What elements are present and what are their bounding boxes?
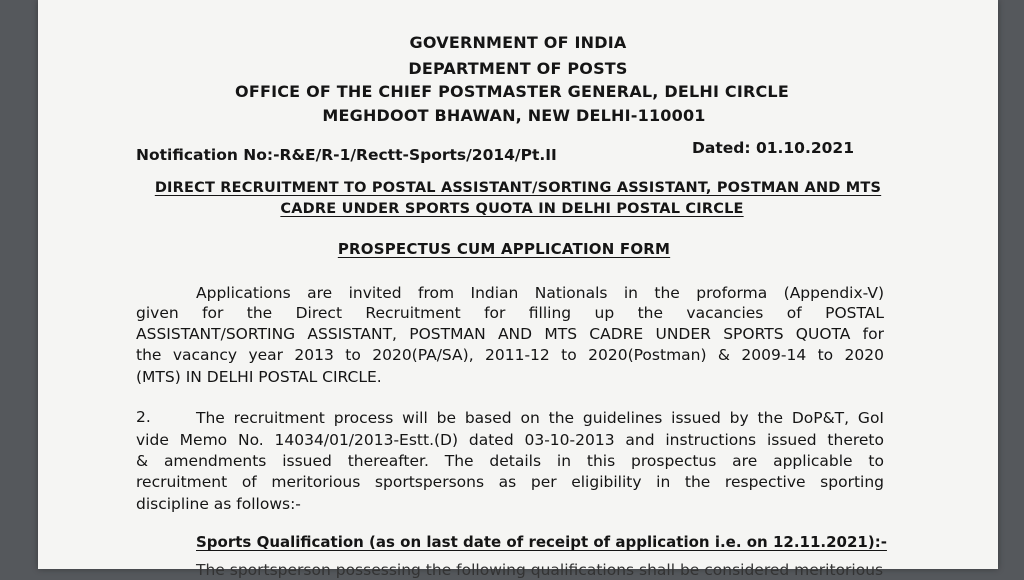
paragraph-2-line: discipline as follows:- — [136, 495, 301, 513]
subject-line-1: DIRECT RECRUITMENT TO POSTAL ASSISTANT/SORTING ASSISTANT, POSTMAN AND MTS — [154, 180, 882, 196]
paragraph-2-number: 2. — [136, 408, 151, 426]
paragraph-1-line: the vacancy year 2013 to 2020(PA/SA), 2011-12 to 2020(Postman) & 2009-14 to 2020 — [136, 346, 884, 364]
paragraph-2-line: The recruitment process will be based on the guidelines issued by the DoP&T, GoI — [196, 409, 884, 427]
notification-date: Dated: 01.10.2021 — [692, 139, 854, 157]
paragraph-2-line: vide Memo No. 14034/01/2013-Estt.(D) dated 03-10-2013 and instructions issued thereto — [136, 431, 884, 449]
header-line-department: DEPARTMENT OF POSTS — [408, 59, 628, 78]
paragraph-1-line: Applications are invited from Indian Nationals in the proforma (Appendix-V) — [196, 284, 884, 302]
paragraph-1-line: ASSISTANT/SORTING ASSISTANT, POSTMAN AND MTS CADRE UNDER SPORTS QUOTA for — [136, 325, 884, 343]
header-line-office: OFFICE OF THE CHIEF POSTMASTER GENERAL, DELHI CIRCLE — [235, 82, 789, 101]
paragraph-1-line: given for the Direct Recruitment for filling up the vacancies of POSTAL — [136, 304, 884, 322]
paragraph-1-line: (MTS) IN DELHI POSTAL CIRCLE. — [136, 368, 382, 386]
paragraph-2-line: recruitment of meritorious sportspersons as per eligibility in the respective sporting — [136, 473, 884, 491]
sports-qualification-heading: Sports Qualification (as on last date of receipt of application i.e. on 12.11.2021):- — [196, 533, 887, 551]
form-title: PROSPECTUS CUM APPLICATION FORM — [337, 240, 671, 258]
header-line-address: MEGHDOOT BHAWAN, NEW DELHI-110001 — [322, 106, 706, 125]
document-page — [38, 0, 998, 579]
cut-off-line: The sportsperson possessing the following qualifications shall be considered meritorious — [196, 561, 884, 579]
notification-number: Notification No:-R&E/R-1/Rectt-Sports/2014/Pt.II — [136, 146, 557, 164]
subject-line-2: CADRE UNDER SPORTS QUOTA IN DELHI POSTAL CIRCLE — [280, 201, 744, 217]
header-line-government: GOVERNMENT OF INDIA — [409, 33, 627, 52]
paragraph-2-line: & amendments issued thereafter. The details in this prospectus are applicable to — [136, 452, 884, 470]
